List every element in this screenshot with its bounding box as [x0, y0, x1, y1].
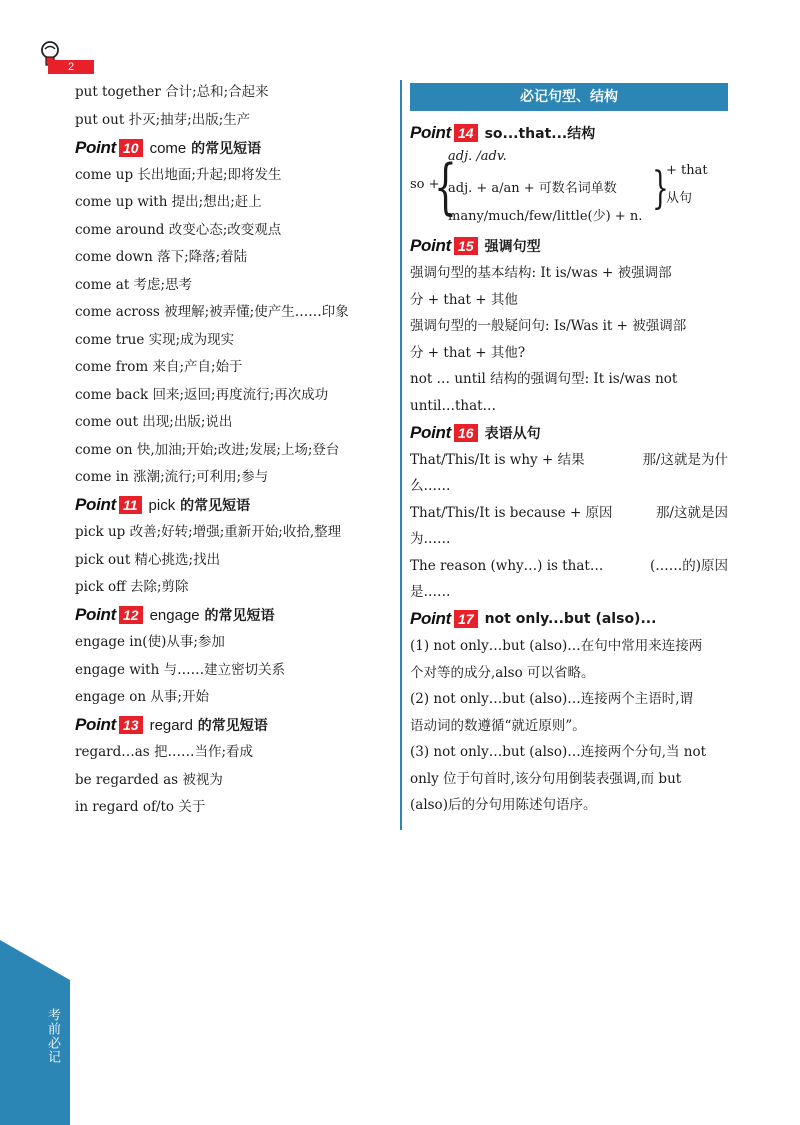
phrase-line: come down 落下;降落;着陆: [75, 249, 248, 265]
phrase-line: come in 涨潮;流行;可利用;参与: [75, 469, 269, 485]
text-line: 强调句型的基本结构: It is/was + 被强调部: [410, 265, 672, 281]
text-line: until…that…: [410, 397, 497, 414]
phrase-line: come up with 提出;想出;赶上: [75, 194, 262, 210]
phrase-line: regard…as 把……当作;看成: [75, 744, 254, 760]
phrase-line: engage on 从事;开始: [75, 689, 209, 705]
point-label: Point: [75, 605, 116, 625]
formula-clause: 从句: [666, 190, 693, 206]
text-line: [410, 447, 728, 474]
point-number: 17: [454, 610, 478, 628]
left-column: [75, 79, 395, 822]
point-heading-15: [410, 233, 728, 261]
text-line: (also)后的分句用陈述句语序。: [410, 797, 597, 813]
so-that-formula: [410, 147, 728, 233]
heading-title: 强调句型: [484, 239, 541, 256]
heading-suffix: 的常见短语: [192, 718, 268, 735]
point-number: 16: [454, 424, 478, 442]
point-heading-12: [75, 602, 395, 630]
text-left: That/This/It is because + 原因: [410, 504, 613, 521]
point-label: Point: [410, 609, 451, 629]
heading-suffix: 的常见短语: [175, 498, 251, 515]
point-heading-11: [75, 492, 395, 520]
right-column: [410, 83, 728, 819]
phrase-line: come at 考虑;思考: [75, 276, 193, 293]
text-line: 分 + that + 其他: [410, 291, 518, 308]
text-line: [410, 500, 728, 527]
point-label: Point: [75, 137, 116, 157]
point-label: Point: [410, 422, 451, 442]
heading-word: come: [149, 139, 187, 157]
phrase-line: put together 合计;总和;合起来: [75, 84, 269, 100]
point-heading-14: [410, 119, 728, 147]
text-right: 那/这就是因: [655, 504, 728, 521]
formula-line: adj. /adv.: [448, 148, 507, 164]
text-line: (3) not only…but (also)…连接两个分句,当 not: [410, 744, 707, 760]
section-header: 必记句型、结构: [410, 83, 728, 111]
phrase-line: engage with 与……建立密切关系: [75, 661, 286, 678]
right-brace: }: [652, 162, 669, 214]
phrase-line: come on 快,加油;开始;改进;发展;上场;登台: [75, 441, 340, 458]
phrase-line: come back 回来;返回;再度流行;再次成功: [75, 386, 329, 403]
heading-title: 表语从句: [484, 425, 541, 442]
point-number: 15: [454, 237, 478, 255]
phrase-line: come from 来自;产自;始于: [75, 359, 243, 375]
text-line: 为……: [410, 531, 451, 547]
text-right: 那/这就是为什: [642, 451, 728, 468]
text-line: [410, 553, 728, 580]
text-line: 么……: [410, 478, 451, 494]
heading-word: pick: [148, 497, 176, 515]
formula-line: many/much/few/little(少) + n.: [448, 208, 643, 224]
point-number: 11: [119, 496, 142, 514]
formula-so: so +: [410, 176, 440, 192]
point-number: 12: [119, 606, 143, 624]
point-label: Point: [75, 495, 116, 515]
text-line: (2) not only…but (also)…连接两个主语时,谓: [410, 691, 694, 707]
text-line: 个对等的成分,also 可以省略。: [410, 664, 595, 681]
column-divider: [400, 80, 402, 830]
point-heading-13: [75, 712, 395, 740]
phrase-line: come up 长出地面;升起;即将发生: [75, 166, 282, 183]
phrase-line: engage in(使)从事;参加: [75, 634, 225, 650]
formula-that: + that: [666, 162, 708, 178]
heading-title: not only...but (also)...: [484, 611, 657, 628]
text-line: 强调句型的一般疑问句: Is/Was it + 被强调部: [410, 318, 687, 334]
point-number: 10: [119, 139, 143, 157]
phrase-line: come true 实现;成为现实: [75, 331, 235, 348]
point-heading-10: [75, 134, 395, 162]
point-label: Point: [410, 122, 451, 142]
phrase-line: pick up 改善;好转;增强;重新开始;收拾,整理: [75, 524, 342, 540]
side-label: 考前必记: [45, 1008, 60, 1064]
point-number: 14: [454, 124, 478, 142]
text-left: That/This/It is why + 结果: [410, 451, 585, 468]
text-left: The reason (why…) is that…: [410, 557, 604, 574]
text-line: not … until 结构的强调句型: It is/was not: [410, 371, 678, 387]
point-heading-17: [410, 606, 728, 634]
heading-title: so...that...结构: [484, 125, 596, 142]
formula-line: adj. + a/an + 可数名词单数: [448, 180, 617, 196]
heading-word: engage: [149, 607, 200, 625]
point-number: 13: [119, 716, 143, 734]
heading-suffix: 的常见短语: [186, 140, 262, 157]
point-label: Point: [75, 715, 116, 735]
phrase-line: come across 被理解;被弄懂;使产生……印象: [75, 304, 349, 320]
heading-suffix: 的常见短语: [199, 608, 275, 625]
text-line: 分 + that + 其他?: [410, 344, 526, 361]
heading-word: regard: [149, 717, 193, 735]
phrase-line: pick out 精心挑选;找出: [75, 551, 221, 568]
text-line: 是……: [410, 584, 451, 600]
phrase-line: come around 改变心态;改变观点: [75, 221, 282, 238]
phrase-line: come out 出现;出版;说出: [75, 414, 233, 430]
phrase-line: be regarded as 被视为: [75, 771, 223, 788]
left-brace: {: [434, 151, 457, 222]
text-right: (……的)原因: [649, 557, 728, 574]
text-line: 语动词的数遵循“就近原则”。: [410, 717, 586, 734]
page-number: 2: [48, 60, 94, 74]
text-line: (1) not only…but (also)…在句中常用来连接两: [410, 638, 703, 654]
point-label: Point: [410, 236, 451, 256]
phrase-line: put out 扑灭;抽芽;出版;生产: [75, 111, 251, 128]
text-line: only 位于句首时,该分句用倒装表强调,而 but: [410, 770, 682, 787]
phrase-line: pick off 去除;剪除: [75, 579, 189, 595]
phrase-line: in regard of/to 关于: [75, 799, 206, 815]
point-heading-16: [410, 419, 728, 447]
